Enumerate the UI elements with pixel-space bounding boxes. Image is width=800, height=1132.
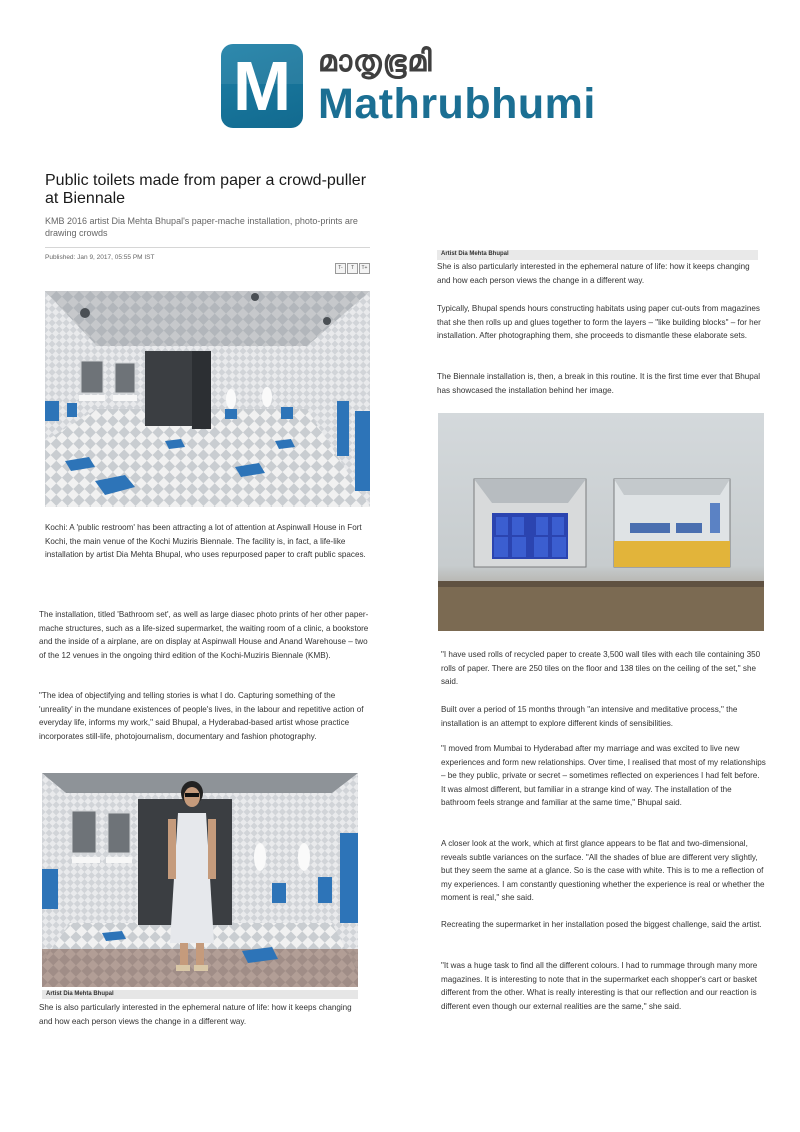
photo-prints-exhibit-photo [438, 413, 764, 631]
brand-name-english: Mathrubhumi [318, 80, 596, 128]
artist-portrait-photo [42, 773, 358, 987]
logo-icon[interactable] [221, 44, 303, 128]
article-paragraph: "I moved from Mumbai to Hyderabad after my marriage and was excited to live new experiences and form new relationships. Over time, I realised that most of my relationships – be they public, private or secret – sometimes reflected on experiences I had felt before. It was almost different, but familiar in a strange kind of way. The installation of the bathroom feels strange and familiar at the same time," Bhupal said. [441, 744, 766, 807]
article-paragraph: She is also particularly interested in the ephemeral nature of life: how it keeps changing and how each person views the change in a different way. [39, 1003, 352, 1026]
logo-letter: M [232, 47, 292, 125]
article-title: Public toilets made from paper a crowd-puller at Biennale [45, 172, 367, 207]
article-paragraph: Kochi: A 'public restroom' has been attracting a lot of attention at Aspinwall House in Fort Kochi, the main venue of the Kochi Muziris Biennale. The facility is, in fact, a life-like installation by artist Dia Mehta Bhupal, who uses repurposed paper to craft public spaces. [45, 523, 366, 559]
restroom-installation-photo [45, 291, 370, 507]
divider [45, 247, 370, 248]
default-font-button[interactable]: T [347, 263, 358, 274]
article-paragraph: The Biennale installation is, then, a break in this routine. It is the first time ever that Bhupal has showcased the installation behind her image. [437, 372, 761, 395]
article-paragraph: "It was a huge task to find all the different colours. I had to rummage through many more magazines. It is interesting to note that in the supermarket each shopper's cart or basket different from the other. What is really interesting is that our reflection and our reaction is different even though our external realities are the same," she said. [441, 961, 758, 1011]
article-paragraph: The installation, titled 'Bathroom set', as well as large diasec photo prints of her other paper-mache structures, such as a life-sized supermarket, the waiting room of a clinic, a bookstore and the inside of a airplane, are on display at Aspinwall House and Anand Warehouse – two of the 12 venues in the ongoing third edition of the Kochi-Muziris Biennale (KMB). [39, 610, 369, 660]
published-date: Published: Jan 9, 2017, 05:55 PM IST [45, 254, 155, 261]
article-subtitle: KMB 2016 artist Dia Mehta Bhupal's paper-mache installation, photo-prints are drawing crowds [45, 216, 358, 238]
article-paragraph: She is also particularly interested in the ephemeral nature of life: how it keeps changing and how each person views the change in a different way. [437, 262, 750, 285]
photo-caption: Artist Dia Mehta Bhupal [437, 250, 758, 260]
article-paragraph: "I have used rolls of recycled paper to create 3,500 wall tiles with each tile containing 350 rolls of paper. There are 250 tiles on the floor and 138 tiles on the ceiling of the set," she said. [441, 650, 761, 686]
photo-caption: Artist Dia Mehta Bhupal [42, 990, 358, 999]
article-paragraph: "The idea of objectifying and telling stories is what I do. Capturing something of the 'unreality' in the mundane existences of people's lives, in the labour and repetitive action of everyday life, informs my work," said Bhupal, a Hyderabad-based artist whose practice incorporates still-life, photojournalism, documentary and fashion photography. [39, 691, 364, 741]
brand-name-malayalam: മാതൃഭൂമി [318, 44, 433, 79]
article-paragraph: Typically, Bhupal spends hours constructing habitats using paper cut-outs from magazines that she then rolls up and glues together to form the layers – "like building blocks" – for her installation. After photographing them, she proceeds to dismantle these elaborate sets. [437, 304, 761, 340]
article-paragraph: Built over a period of 15 months through "an intensive and meditative process," the installation is an attempt to explore different kinds of sensibilities. [441, 705, 738, 728]
article-paragraph: Recreating the supermarket in her installation posed the biggest challenge, said the artist. [441, 920, 762, 929]
increase-font-button[interactable]: T+ [359, 263, 370, 274]
article-paragraph: A closer look at the work, which at first glance appears to be flat and two-dimensional, reveals subtle variances on the surface. "All the shades of blue are different very slightly, but they seem the same at a glance. So is the case with white. This is to me a reflection of my experiences. I am constantly questioning whether the experience is real or whether the moment is real," she said. [441, 839, 765, 902]
decrease-font-button[interactable]: T- [335, 263, 346, 274]
